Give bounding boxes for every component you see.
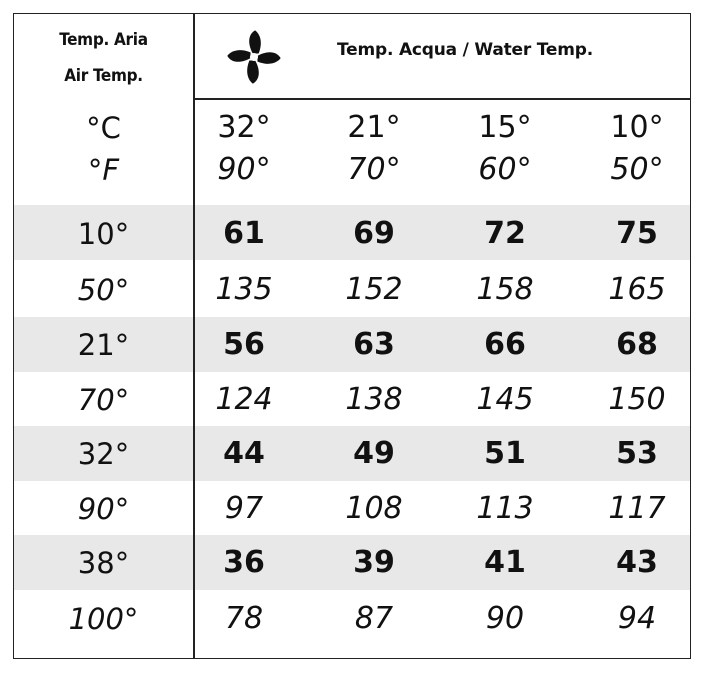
- value-f: 108: [345, 491, 403, 526]
- air-label-en: Air Temp.: [64, 66, 143, 86]
- value-f: 158: [476, 272, 534, 307]
- value-f: 150: [608, 382, 666, 417]
- value-f: 97: [224, 491, 264, 526]
- value-c: 66: [484, 327, 526, 362]
- value-f: 87: [354, 601, 394, 636]
- value-c: 41: [484, 545, 526, 580]
- col-header-c: 10°: [610, 110, 664, 145]
- value-c: 75: [616, 216, 658, 251]
- value-f: 138: [345, 382, 403, 417]
- value-c: 51: [484, 436, 526, 471]
- col-header-f: 60°: [478, 152, 532, 187]
- value-f: 94: [617, 601, 657, 636]
- value-c: 36: [223, 545, 265, 580]
- value-f: 124: [215, 382, 273, 417]
- value-f: 113: [476, 491, 534, 526]
- col-header-f: 90°: [217, 152, 271, 187]
- value-c: 43: [616, 545, 658, 580]
- water-temp-header: Temp. Acqua / Water Temp.: [337, 40, 593, 60]
- value-c: 56: [223, 327, 265, 362]
- row-air-c: 38°: [77, 546, 130, 580]
- value-f: 165: [608, 272, 666, 307]
- unit-fahrenheit: °F: [87, 153, 120, 187]
- value-f: 145: [476, 382, 534, 417]
- value-c: 69: [353, 216, 395, 251]
- value-c: 39: [353, 545, 395, 580]
- value-c: 72: [484, 216, 526, 251]
- col-header-c: 15°: [478, 110, 532, 145]
- col-header-f: 50°: [610, 152, 664, 187]
- row-air-f: 70°: [77, 383, 130, 417]
- row-air-c: 32°: [77, 437, 130, 471]
- value-c: 63: [353, 327, 395, 362]
- value-c: 68: [616, 327, 658, 362]
- value-f: 78: [224, 601, 264, 636]
- row-air-f: 100°: [68, 602, 139, 636]
- air-label-it: Temp. Aria: [59, 30, 148, 50]
- col-header-f: 70°: [347, 152, 401, 187]
- value-f: 90: [485, 601, 525, 636]
- col-header-c: 32°: [217, 110, 271, 145]
- value-c: 44: [223, 436, 265, 471]
- row-air-c: 10°: [77, 217, 130, 251]
- unit-celsius: °C: [86, 111, 121, 145]
- row-air-c: 21°: [77, 328, 130, 362]
- row-air-f: 50°: [77, 273, 130, 307]
- col-header-c: 21°: [347, 110, 401, 145]
- value-f: 117: [608, 491, 666, 526]
- header-divider: [194, 98, 691, 100]
- fan-icon: [225, 28, 283, 86]
- row-air-f: 90°: [77, 492, 130, 526]
- value-c: 53: [616, 436, 658, 471]
- value-f: 152: [345, 272, 403, 307]
- air-temp-header: [14, 22, 193, 94]
- value-f: 135: [215, 272, 273, 307]
- value-c: 49: [353, 436, 395, 471]
- value-c: 61: [223, 216, 265, 251]
